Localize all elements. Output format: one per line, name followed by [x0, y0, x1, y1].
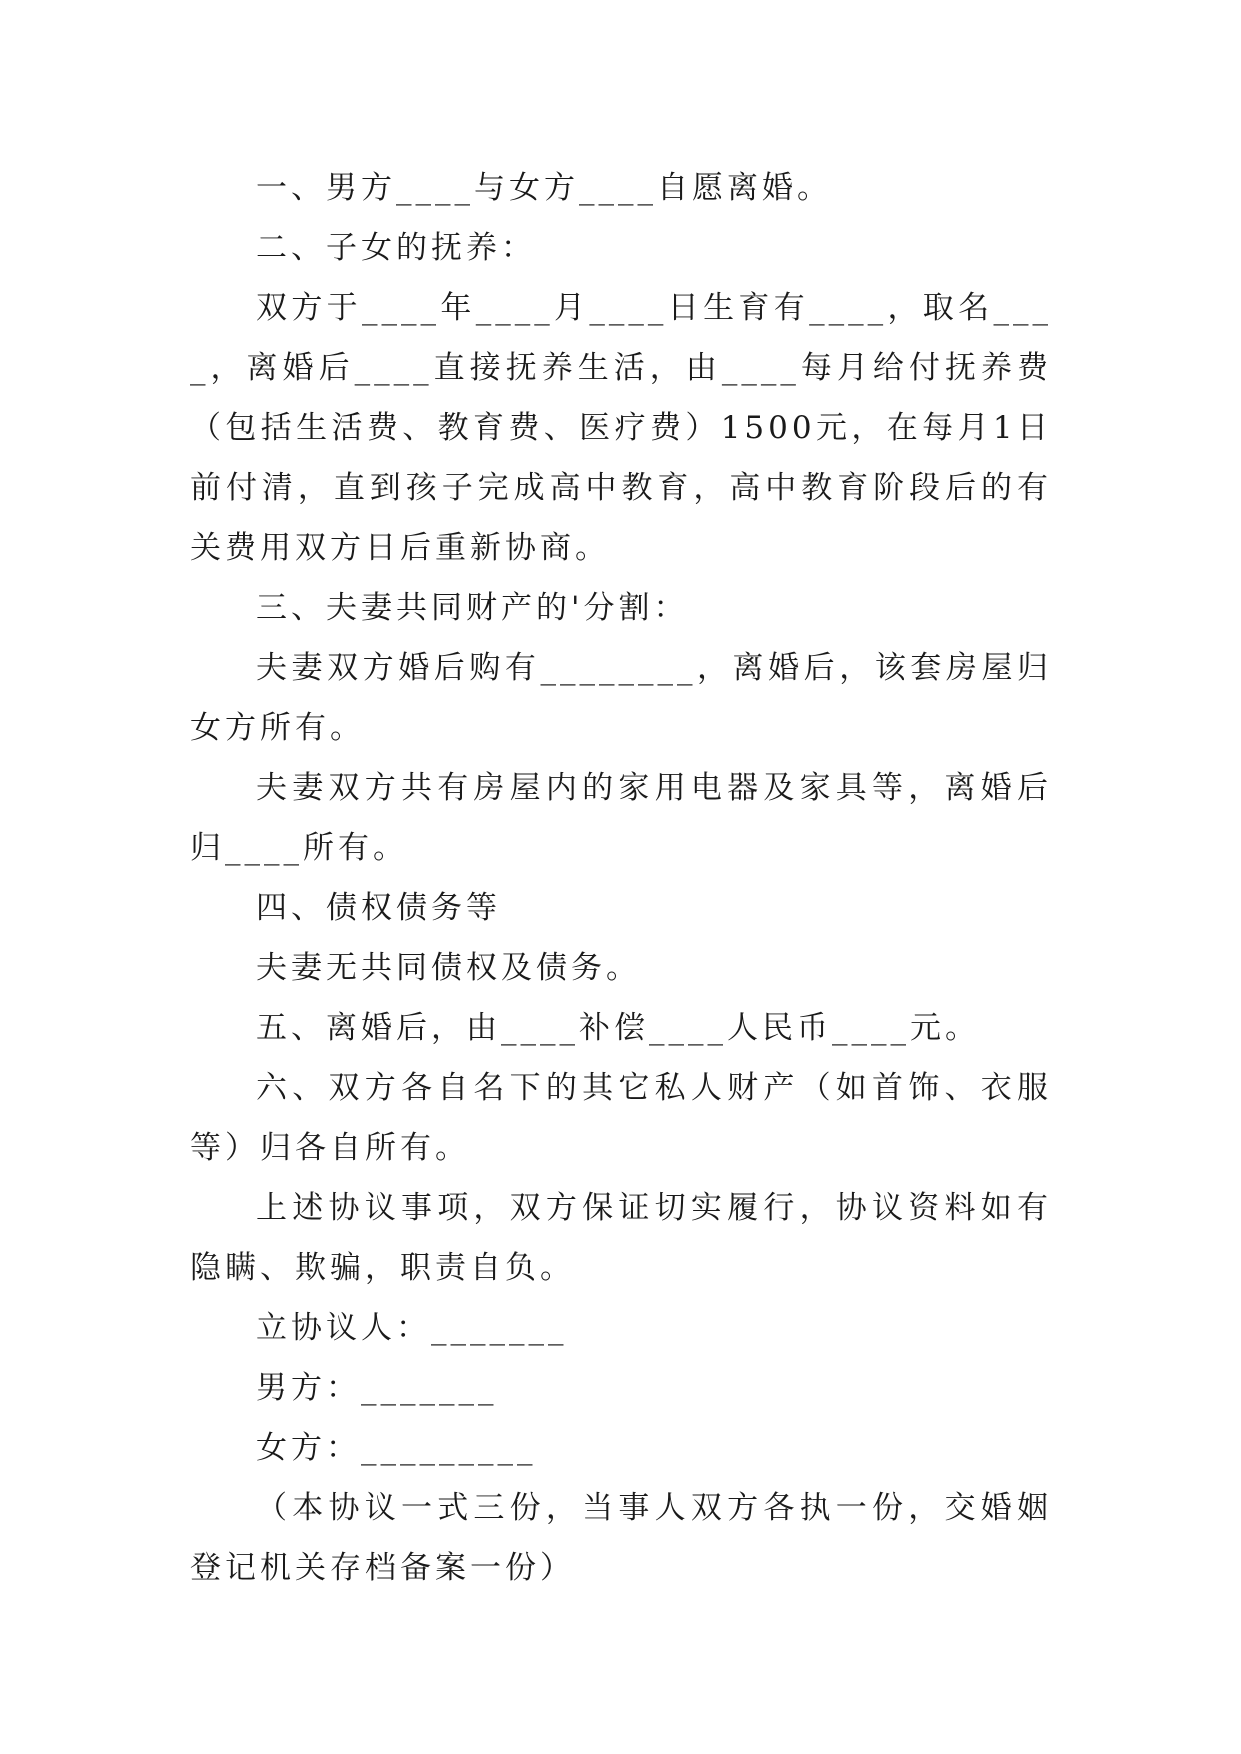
clause-2-heading-child-custody: 二、子女的抚养： — [256, 230, 536, 266]
agreement-guarantee: 上述协议事项，双方保证切实履行，协议资料如有隐瞒、欺骗，职责自负。 — [190, 1190, 1052, 1286]
agreement-body — [190, 158, 1052, 1598]
clause-5-compensation: 五、离婚后，由____补偿____人民币____元。 — [256, 1010, 980, 1046]
clause-3-house-ownership: 夫妻双方婚后购有________，离婚后，该套房屋归女方所有。 — [190, 650, 1052, 746]
male-party-line: 男方：_______ — [256, 1370, 498, 1406]
clause-4-heading-debts: 四、债权债务等 — [256, 890, 501, 926]
clause-6-personal-property: 六、双方各自名下的其它私人财产（如首饰、衣服等）归各自所有。 — [190, 1070, 1052, 1166]
female-party-line: 女方：_________ — [256, 1430, 537, 1466]
clause-3-appliances-furniture: 夫妻双方共有房屋内的家用电器及家具等，离婚后归____所有。 — [190, 770, 1052, 866]
clause-2-child-support-terms: 双方于____年____月____日生育有____，取名____，离婚后____直接抚养生活，由____每月给付抚养费（包括生活费、教育费、医疗费）1500元，在每月1日前付清，直到孩子完成高中教育，高中教育阶段后的有关费用双方日后重新协商。 — [190, 290, 1052, 566]
clause-4-no-joint-debts: 夫妻无共同债权及债务。 — [256, 950, 641, 986]
clause-1-voluntary-divorce: 一、男方____与女方____自愿离婚。 — [256, 170, 832, 206]
clause-3-heading-property-division: 三、夫妻共同财产的'分割： — [256, 590, 689, 626]
signatory-line: 立协议人：_______ — [256, 1310, 568, 1346]
copies-note: （本协议一式三份，当事人双方各执一份，交婚姻登记机关存档备案一份） — [190, 1490, 1052, 1586]
